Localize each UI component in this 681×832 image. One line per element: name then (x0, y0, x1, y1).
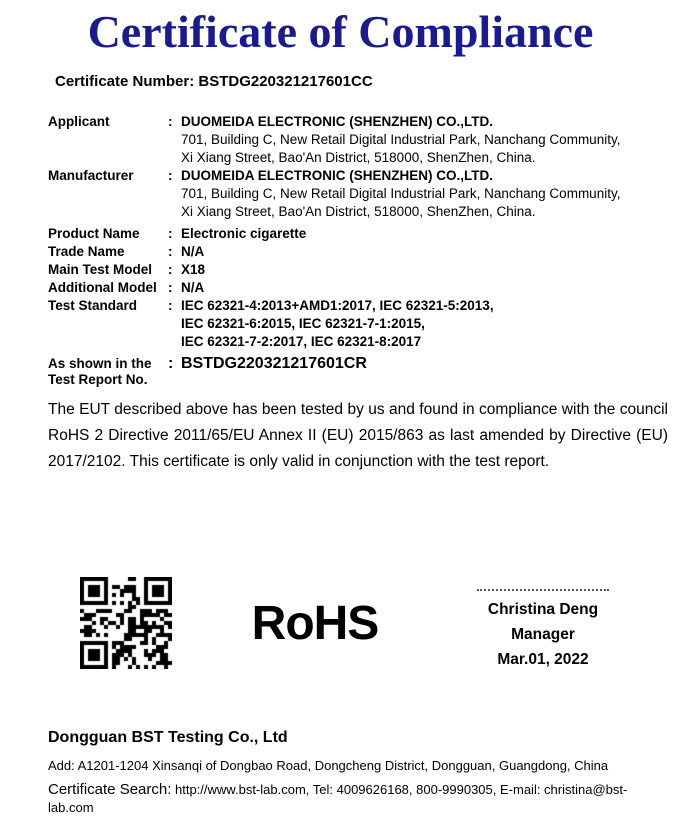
product-name-label: Product Name (48, 226, 140, 241)
test-standard-line1: IEC 62321-4:2013+AMD1:2017, IEC 62321-5:2013, (181, 298, 494, 313)
compliance-statement: The EUT described above has been tested by us and found in compliance with the council RoHS 2 Directive 2011/65/EU Annex II (EU) 2015/863 as last amended by Directive (EU) 2017/2102. This certificate is only valid in conjunction with the test report. (48, 401, 668, 470)
applicant-label: Applicant (48, 114, 110, 129)
manufacturer-name: DUOMEIDA ELECTRONIC (SHENZHEN) CO.,LTD. (181, 168, 493, 183)
test-report-label-line2: Test Report No. (48, 371, 148, 387)
applicant-address-line1: 701, Building C, New Retail Digital Industrial Park, Nanchang Community, (181, 132, 621, 147)
applicant-name: DUOMEIDA ELECTRONIC (SHENZHEN) CO.,LTD. (181, 114, 493, 129)
certificate-number-value: BSTDG220321217601CC (198, 73, 373, 90)
colon: : (168, 280, 173, 295)
certificate-number (55, 72, 373, 91)
additional-model-row (48, 279, 668, 297)
test-report-value: BSTDG220321217601CR (181, 355, 367, 372)
certificate-search-label: Certificate Search: (48, 781, 172, 798)
main-test-model-row (48, 261, 668, 279)
certificate-info (48, 113, 668, 351)
test-report-row (48, 356, 668, 387)
certificate-number-label: Certificate Number: (55, 73, 195, 90)
colon: : (168, 168, 173, 183)
trade-name-value: N/A (181, 244, 205, 259)
additional-model-label: Additional Model (48, 280, 157, 295)
product-name-row (48, 225, 668, 243)
test-standard-row (48, 297, 668, 351)
certificate-search-value: http://www.bst-lab.com, Tel: 4009626168, 800-9990305, E-mail: christina@bst-lab.com (48, 782, 628, 815)
manufacturer-label: Manufacturer (48, 168, 134, 183)
page-title: Certificate of Compliance (87, 6, 594, 57)
signature-block (460, 589, 626, 668)
additional-model-value: N/A (181, 280, 205, 295)
test-report-label-line1: As shown in the (48, 356, 152, 371)
signatory-role: Manager (511, 626, 575, 643)
manufacturer-value (181, 167, 620, 221)
test-standard-value (181, 297, 494, 351)
signature-date: Mar.01, 2022 (497, 651, 589, 668)
colon: : (168, 226, 173, 241)
signatory-name: Christina Deng (487, 601, 599, 618)
product-name-value: Electronic cigarette (181, 226, 307, 241)
test-standard-label: Test Standard (48, 298, 138, 313)
main-test-model-value: X18 (181, 262, 206, 277)
test-standard-line2: IEC 62321-6:2015, IEC 62321-7-1:2015, (181, 316, 425, 331)
colon: : (168, 262, 173, 277)
manufacturer-row (48, 167, 668, 221)
test-report-label (48, 356, 168, 387)
lab-address: Add: A1201-1204 Xinsanqi of Dongbao Road, Dongcheng District, Dongguan, Guangdong, China (48, 758, 609, 773)
manufacturer-address-line1: 701, Building C, New Retail Digital Industrial Park, Nanchang Community, (181, 186, 621, 201)
colon: : (168, 298, 173, 313)
certificate-search-line (48, 781, 668, 817)
main-test-model-label: Main Test Model (48, 262, 153, 277)
signature-dotted-line (477, 589, 609, 591)
qr-code (80, 577, 172, 669)
rohs-logo: RoHS (251, 597, 379, 650)
footer (48, 728, 668, 817)
trade-name-label: Trade Name (48, 244, 125, 259)
lab-company-name: Dongguan BST Testing Co., Ltd (48, 729, 288, 746)
applicant-address-line2: Xi Xiang Street, Bao'An District, 518000, ShenZhen, China. (181, 150, 536, 165)
manufacturer-address-line2: Xi Xiang Street, Bao'An District, 518000, ShenZhen, China. (181, 204, 536, 219)
trade-name-row (48, 243, 668, 261)
colon: : (168, 244, 173, 259)
colon: : (168, 114, 173, 129)
applicant-value (181, 113, 620, 167)
applicant-row (48, 113, 668, 167)
colon: : (168, 355, 174, 372)
test-standard-line3: IEC 62321-7-2:2017, IEC 62321-8:2017 (181, 334, 422, 349)
